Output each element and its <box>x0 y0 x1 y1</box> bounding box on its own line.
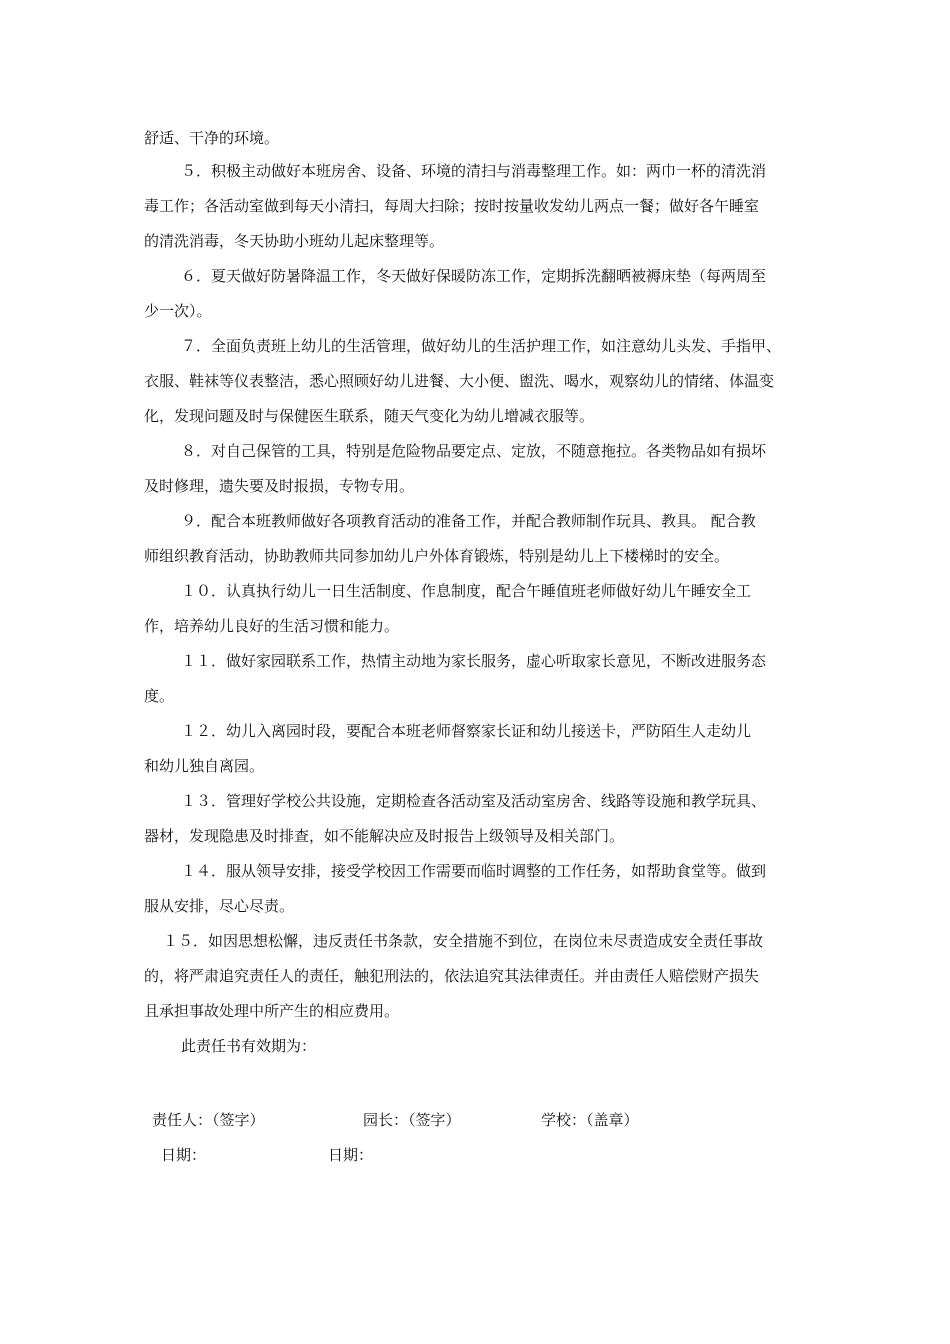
paragraph-line: 化，发现问题及时与保健医生联系，随天气变化为幼儿增减衣服等。 <box>144 407 595 425</box>
paragraph-line: ７．全面负责班上幼儿的生活管理，做好幼儿的生活护理工作，如注意幼儿头发、手指甲、 <box>181 337 782 355</box>
paragraph-line: 毒工作；各活动室做到每天小清扫，每周大扫除；按时按量收发幼儿两点一餐；做好各午睡室 <box>144 197 760 215</box>
paragraph-line: 师组织教育活动，协助教师共同参加幼儿户外体育锻炼，特别是幼儿上下楼梯时的安全。 <box>144 547 730 565</box>
paragraph-line: 的，将严肃追究责任人的责任，触犯刑法的，依法追究其法律责任。并由责任人赔偿财产损失 <box>144 967 760 985</box>
school-seal-label: 学校：（盖章） <box>541 1111 639 1129</box>
paragraph-line: 舒适、干净的环境。 <box>144 129 280 147</box>
paragraph-line: ８．对自己保管的工具，特别是危险物品要定点、定放，不随意拖拉。各类物品如有损坏 <box>181 442 767 460</box>
paragraph-line: １１．做好家园联系工作，热情主动地为家长服务，虚心听取家长意见，不断改进服务态 <box>181 652 767 670</box>
paragraph-line: １０．认真执行幼儿一日生活制度、作息制度，配合午睡值班老师做好幼儿午睡安全工 <box>181 582 752 600</box>
paragraph-line: ６．夏天做好防暑降温工作，冬天做好保暖防冻工作，定期拆洗翻晒被褥床垫（每两周至 <box>181 267 767 285</box>
date-label-1: 日期： <box>161 1146 207 1164</box>
paragraph-line: 服从安排，尽心尽责。 <box>144 897 295 915</box>
paragraph-line: １３．管理好学校公共设施，定期检查各活动室及活动室房舍、线路等设施和教学玩具、 <box>181 792 767 810</box>
responsible-signature-label: 责任人：（签字） <box>152 1111 265 1129</box>
paragraph-line: 和幼儿独自离园。 <box>144 757 265 775</box>
paragraph-line: １２．幼儿入离园时段，要配合本班老师督察家长证和幼儿接送卡，严防陌生人走幼儿 <box>181 722 752 740</box>
paragraph-line: ９．配合本班教师做好各项教育活动的准备工作，并配合教师制作玩具、教具。 配合教 <box>181 512 756 530</box>
paragraph-line: 器材，发现隐患及时排查，如不能解决应及时报告上级领导及相关部门。 <box>144 827 625 845</box>
paragraph-line: 度。 <box>144 687 175 705</box>
paragraph-line: １４．服从领导安排，接受学校因工作需要而临时调整的工作任务，如帮助食堂等。做到 <box>181 862 767 880</box>
paragraph-line: 衣服、鞋袜等仪表整洁，悉心照顾好幼儿进餐、大小便、盥洗、喝水，观察幼儿的情绪、体温变 <box>144 372 775 390</box>
date-label-2: 日期： <box>328 1146 374 1164</box>
paragraph-line: 的清洗消毒，冬天协助小班幼儿起床整理等。 <box>144 232 445 250</box>
paragraph-line: 少一次）。 <box>144 302 212 320</box>
paragraph-line: 作，培养幼儿良好的生活习惯和能力。 <box>144 617 400 635</box>
principal-signature-label: 园长：（签字） <box>363 1111 461 1129</box>
paragraph-line: 且承担事故处理中所产生的相应费用。 <box>144 1002 400 1020</box>
validity-line: 此责任书有效期为： <box>181 1037 317 1055</box>
paragraph-line: ５．积极主动做好本班房舍、设备、环境的清扫与消毒整理工作。如：两巾一杯的清洗消 <box>181 162 767 180</box>
paragraph-line: 及时修理，遗失要及时报损，专物专用。 <box>144 477 415 495</box>
paragraph-line: １５．如因思想松懈，违反责任书条款，安全措施不到位，在岗位未尽责造成安全责任事故 <box>163 932 764 950</box>
